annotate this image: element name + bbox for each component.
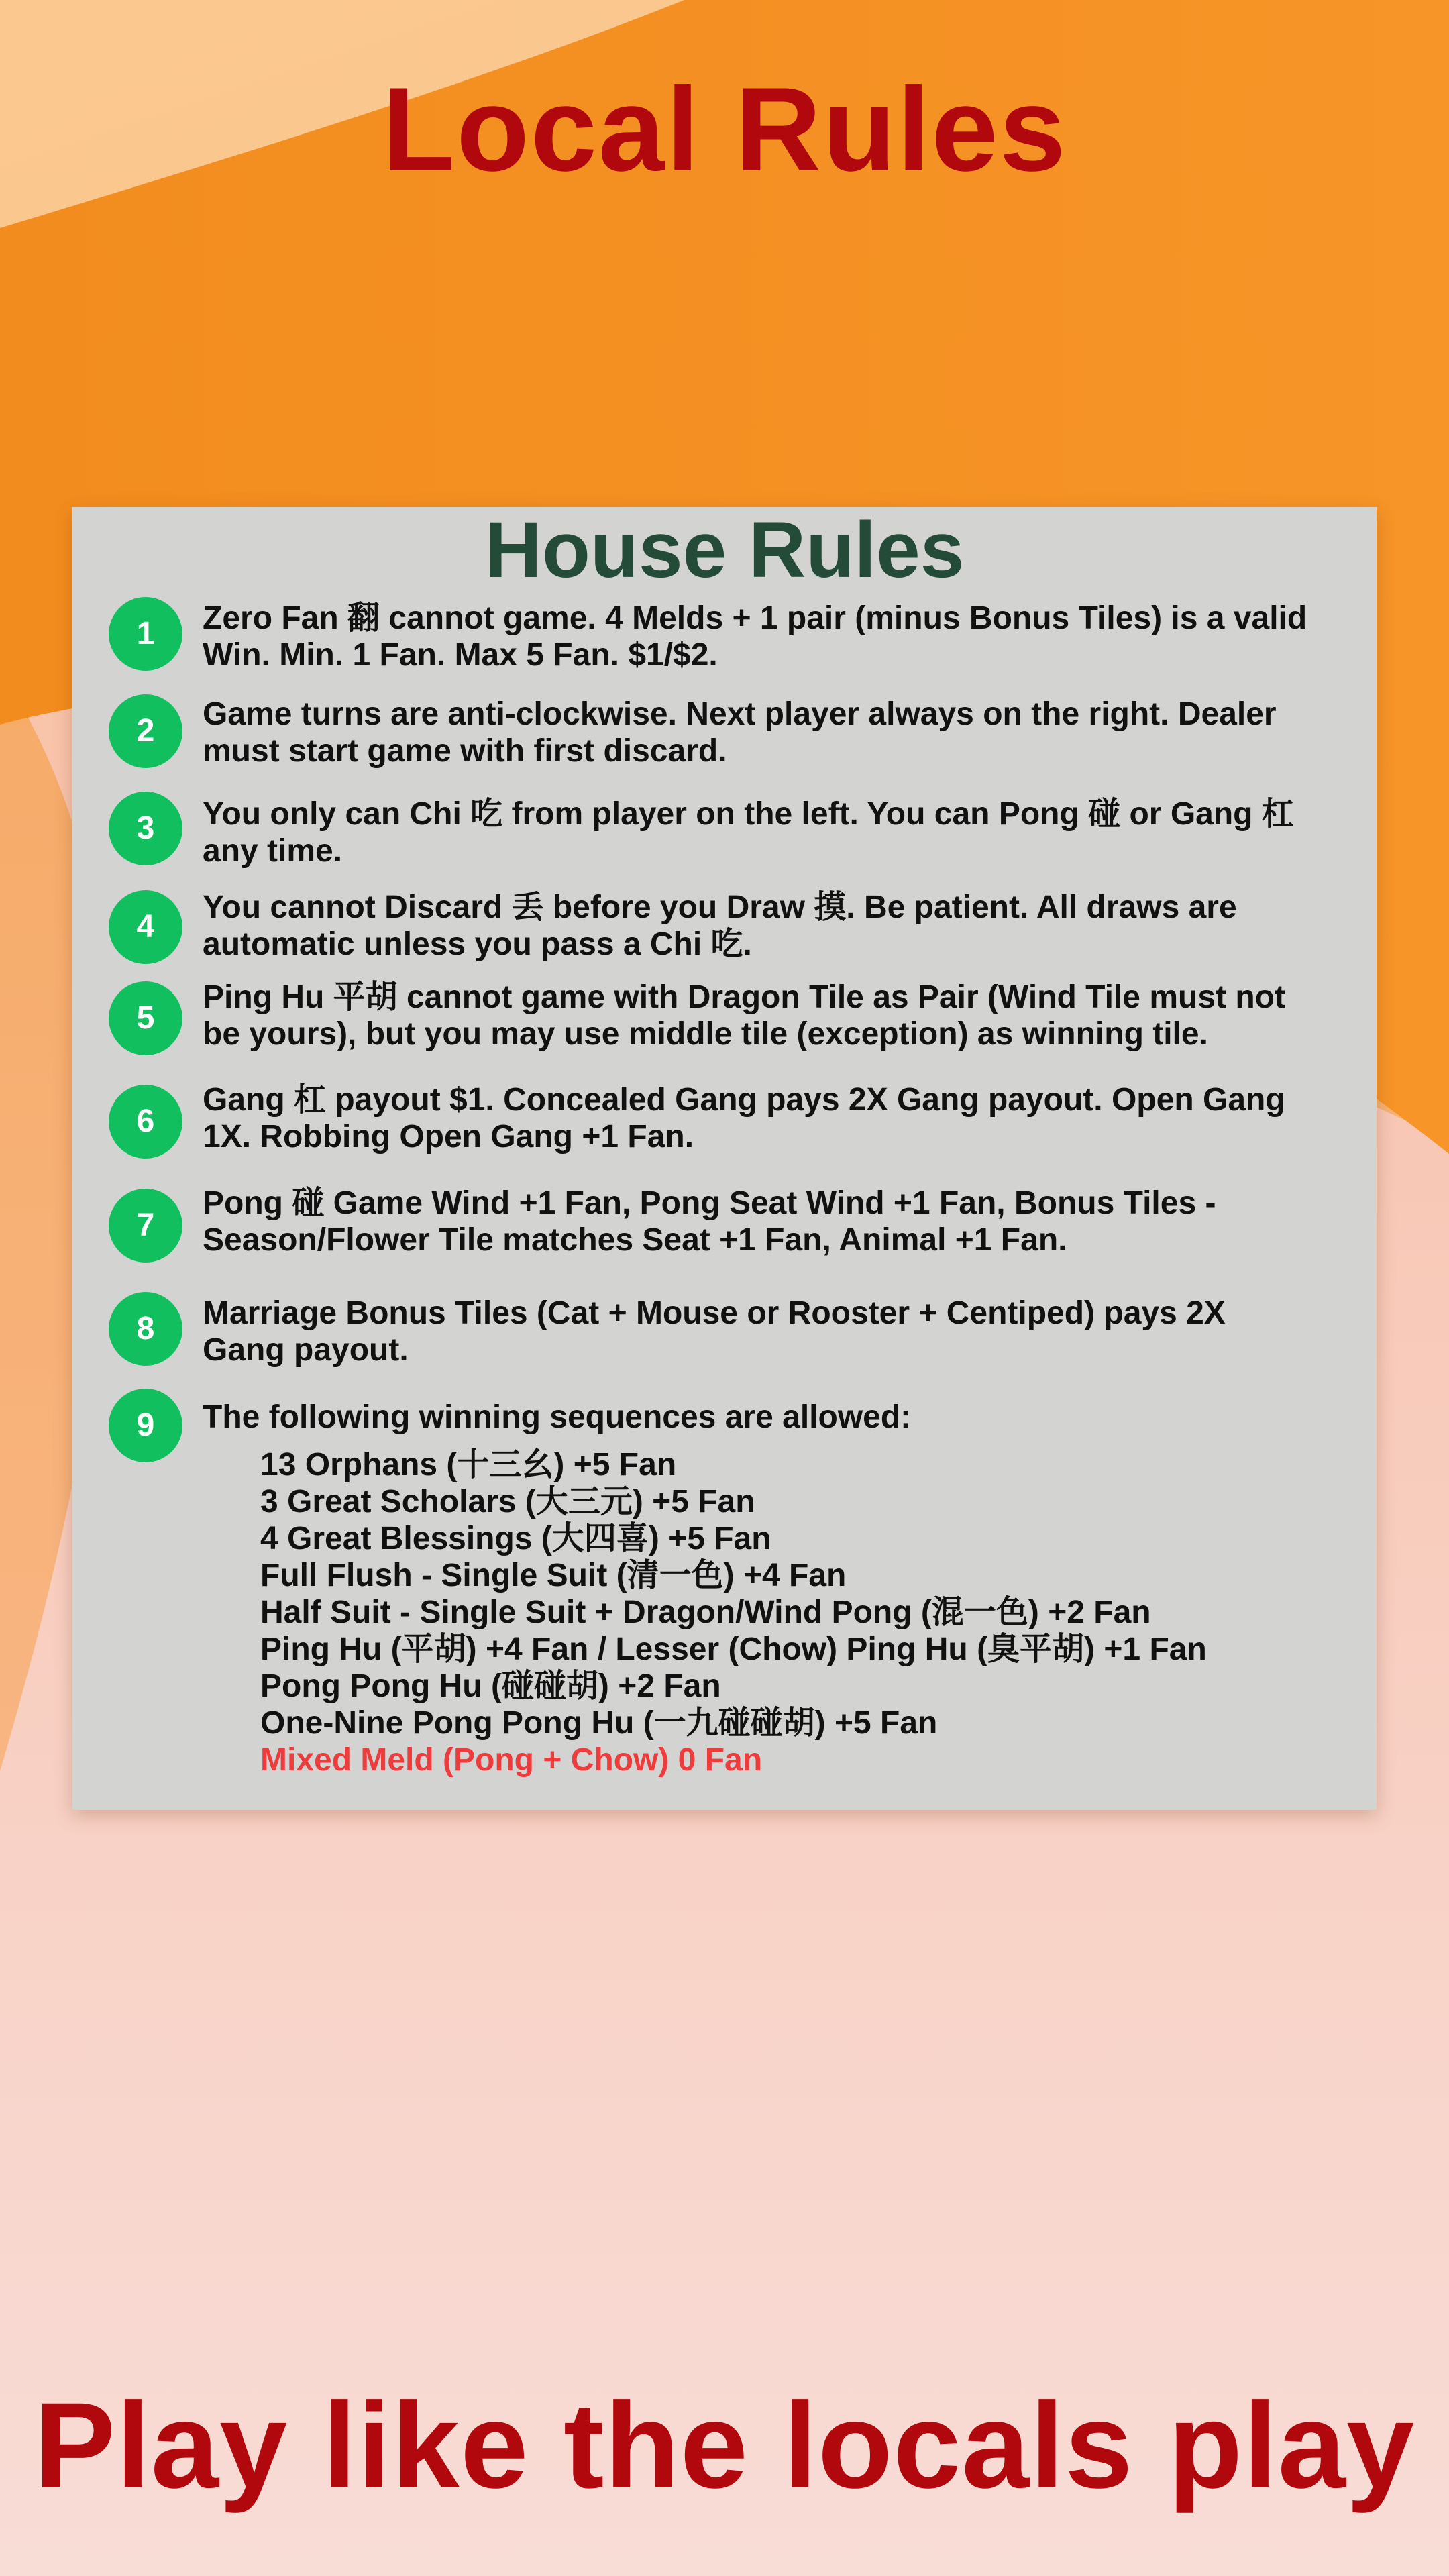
- rule-number-badge: 9: [109, 1389, 182, 1462]
- rule-text: You cannot Discard 丢 before you Draw 摸. Be patient. All draws are automatic unless you pass a Chi 吃.: [203, 890, 1237, 962]
- list-item: Full Flush - Single Suit (清一色) +4 Fan: [260, 1558, 847, 1593]
- rule-number-badge: 3: [109, 792, 182, 865]
- list-item: 4 Great Blessings (大四喜) +5 Fan: [260, 1521, 771, 1556]
- rule-text: The following winning sequences are allowed:: [203, 1399, 912, 1435]
- rule-text: Marriage Bonus Tiles (Cat + Mouse or Rooster + Centiped) pays 2X Gang payout.: [203, 1295, 1226, 1368]
- winning-sequence-list: [260, 1446, 1207, 1778]
- rule-text: Gang 杠 payout $1. Concealed Gang pays 2X Gang payout. Open Gang 1X. Robbing Open Gang +1 Fan.: [203, 1082, 1285, 1155]
- card-title: House Rules: [484, 506, 965, 594]
- list-item: 3 Great Scholars (大三元) +5 Fan: [260, 1484, 755, 1519]
- tagline: Play like the locals play: [34, 2377, 1415, 2514]
- rule-number-badge: 5: [109, 981, 182, 1055]
- list-item: Pong Pong Hu (碰碰胡) +2 Fan: [260, 1668, 721, 1704]
- rule-text: Game turns are anti-clockwise. Next player always on the right. Dealer must start game with first discard.: [203, 696, 1277, 769]
- rule-text: You only can Chi 吃 from player on the left. You can Pong 碰 or Gang 杠 any time.: [203, 796, 1294, 869]
- rule-text: Zero Fan 翻 cannot game. 4 Melds + 1 pair (minus Bonus Tiles) is a valid Win. Min. 1 Fan. Max 5 Fan. $1/$2.: [203, 600, 1307, 673]
- list-item: 13 Orphans (十三幺) +5 Fan: [260, 1447, 677, 1483]
- mixed-meld-note: Mixed Meld (Pong + Chow) 0 Fan: [260, 1742, 763, 1778]
- rule-number-badge: 2: [109, 694, 182, 768]
- list-item: Ping Hu (平胡) +4 Fan / Lesser (Chow) Ping Hu (臭平胡) +1 Fan: [260, 1631, 1207, 1667]
- rule-number-badge: 1: [109, 597, 182, 671]
- list-item: One-Nine Pong Pong Hu (一九碰碰胡) +5 Fan: [260, 1705, 938, 1741]
- house-rules-card: [72, 507, 1377, 1810]
- list-item: Half Suit - Single Suit + Dragon/Wind Pong (混一色) +2 Fan: [260, 1595, 1151, 1630]
- rule-number-badge: 6: [109, 1085, 182, 1159]
- page-headline: Local Rules: [382, 62, 1067, 196]
- rule-number-badge: 8: [109, 1292, 182, 1366]
- rule-number-badge: 4: [109, 890, 182, 964]
- rule-text: Ping Hu 平胡 cannot game with Dragon Tile as Pair (Wind Tile must not be yours), but you may use middle tile (exception) as winning tile.: [203, 979, 1285, 1052]
- rule-text: Pong 碰 Game Wind +1 Fan, Pong Seat Wind +1 Fan, Bonus Tiles - Season/Flower Tile matches Seat +1 Fan, Animal +1 Fan.: [203, 1185, 1216, 1258]
- rule-number-badge: 7: [109, 1189, 182, 1263]
